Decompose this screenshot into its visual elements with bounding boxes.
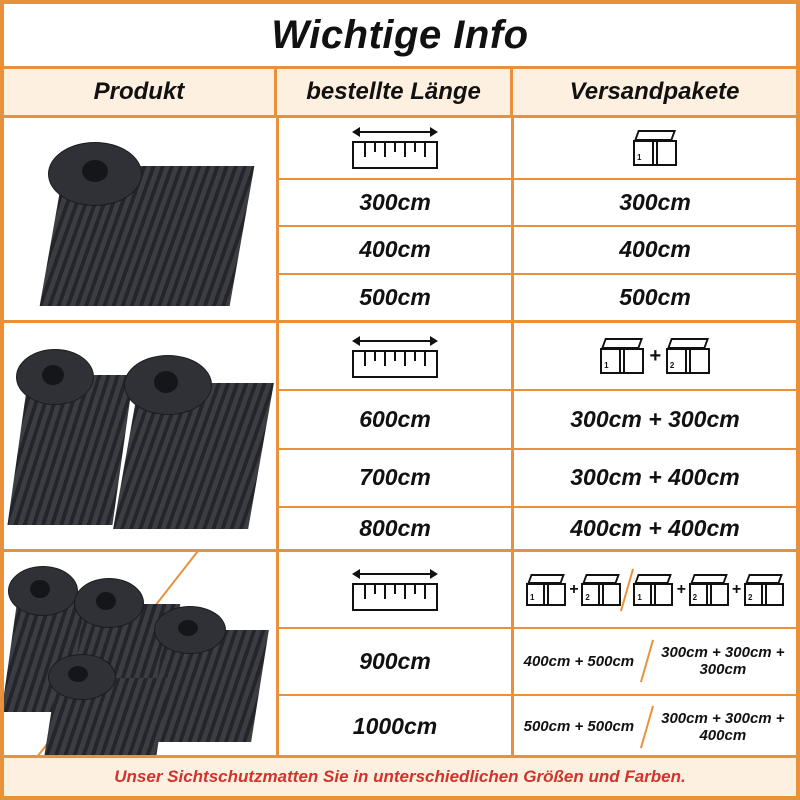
box-icon-cell-1 xyxy=(514,118,796,178)
length-value: 1000cm xyxy=(279,696,514,758)
ruler-icon-cell-1 xyxy=(279,118,514,178)
box-label: 2 xyxy=(692,592,698,602)
length-value: 300cm xyxy=(279,180,514,226)
arrow-icon xyxy=(352,335,438,347)
option-divider xyxy=(620,568,634,611)
packages-value-split xyxy=(514,696,796,758)
box-icon xyxy=(689,574,729,606)
box-icon-cell-2 xyxy=(514,323,796,389)
plus-icon: + xyxy=(568,580,579,598)
packages-value: 500cm xyxy=(619,283,691,310)
length-value: 400cm xyxy=(279,227,514,273)
length-value: 600cm xyxy=(279,391,514,447)
page-title: Wichtige Info xyxy=(271,12,529,57)
table-row xyxy=(279,696,796,758)
table-band-2 xyxy=(4,323,796,552)
box-icon xyxy=(600,338,644,374)
table-band-1 xyxy=(4,118,796,323)
box-icon xyxy=(666,338,710,374)
column-header-packages: Versandpakete xyxy=(569,78,740,105)
table-row xyxy=(279,391,796,449)
table-row xyxy=(279,508,796,549)
product-image-2 xyxy=(4,323,279,549)
box-label: 1 xyxy=(604,361,609,371)
box-label: 2 xyxy=(748,592,753,602)
table-row xyxy=(279,180,796,228)
ruler-icon xyxy=(352,350,438,378)
box-label: 1 xyxy=(529,592,535,602)
plus-icon: + xyxy=(649,344,661,367)
mat-illustration-1 xyxy=(34,136,249,306)
ruler-icon xyxy=(352,141,438,169)
band-1-icon-row xyxy=(279,118,796,180)
box-label: 2 xyxy=(585,592,590,602)
table-row xyxy=(279,227,796,275)
box-icon xyxy=(633,130,677,166)
packages-value: 400cm xyxy=(619,236,691,263)
info-table xyxy=(4,66,796,758)
box-label: 1 xyxy=(637,152,642,162)
packages-value: 300cm + 400cm xyxy=(570,464,740,491)
mat-illustration-2a xyxy=(10,341,130,521)
arrow-icon xyxy=(352,568,438,580)
box-icon xyxy=(581,574,621,606)
box-label: 1 xyxy=(637,592,642,602)
table-row xyxy=(279,450,796,508)
length-value: 700cm xyxy=(279,450,514,506)
packages-option-a: 400cm + 500cm xyxy=(523,652,635,670)
mat-illustration-3d xyxy=(44,652,174,758)
packages-value-split xyxy=(514,629,796,693)
plus-icon: + xyxy=(676,580,686,598)
table-band-3 xyxy=(4,552,796,758)
packages-option-b: 300cm + 300cm + 300cm xyxy=(661,644,785,679)
box-icon xyxy=(633,574,673,606)
ruler-icon-cell-3 xyxy=(279,552,514,627)
length-value: 800cm xyxy=(279,508,514,549)
footer-note: Unser Sichtschutzmatten Sie in unterschiedlichen Größen und Farben. xyxy=(4,755,796,796)
plus-icon: + xyxy=(731,580,742,598)
packages-value: 400cm + 400cm xyxy=(570,515,740,542)
box-label: 2 xyxy=(669,361,675,371)
packages-value: 300cm xyxy=(619,188,691,215)
mat-illustration-2b xyxy=(116,349,266,529)
packages-value: 300cm + 300cm xyxy=(570,405,740,432)
table-header-row xyxy=(4,69,796,118)
length-value: 500cm xyxy=(279,275,514,321)
arrow-icon xyxy=(352,126,438,138)
packages-option-b: 300cm + 300cm + 400cm xyxy=(661,709,785,744)
box-icon-cell-3 xyxy=(514,552,796,627)
ruler-icon-cell-2 xyxy=(279,323,514,389)
table-row xyxy=(279,629,796,695)
box-icon xyxy=(526,574,566,606)
length-value: 900cm xyxy=(279,629,514,693)
ruler-icon xyxy=(352,583,438,611)
band-3-icon-row xyxy=(279,552,796,629)
band-2-icon-row xyxy=(279,323,796,391)
column-header-length: bestellte Länge xyxy=(277,69,513,115)
product-image-3 xyxy=(4,552,279,758)
table-row xyxy=(279,275,796,321)
column-header-product: Produkt xyxy=(4,69,277,115)
box-icon xyxy=(744,574,784,606)
packages-option-a: 500cm + 500cm xyxy=(523,718,635,736)
product-image-1 xyxy=(4,118,279,320)
